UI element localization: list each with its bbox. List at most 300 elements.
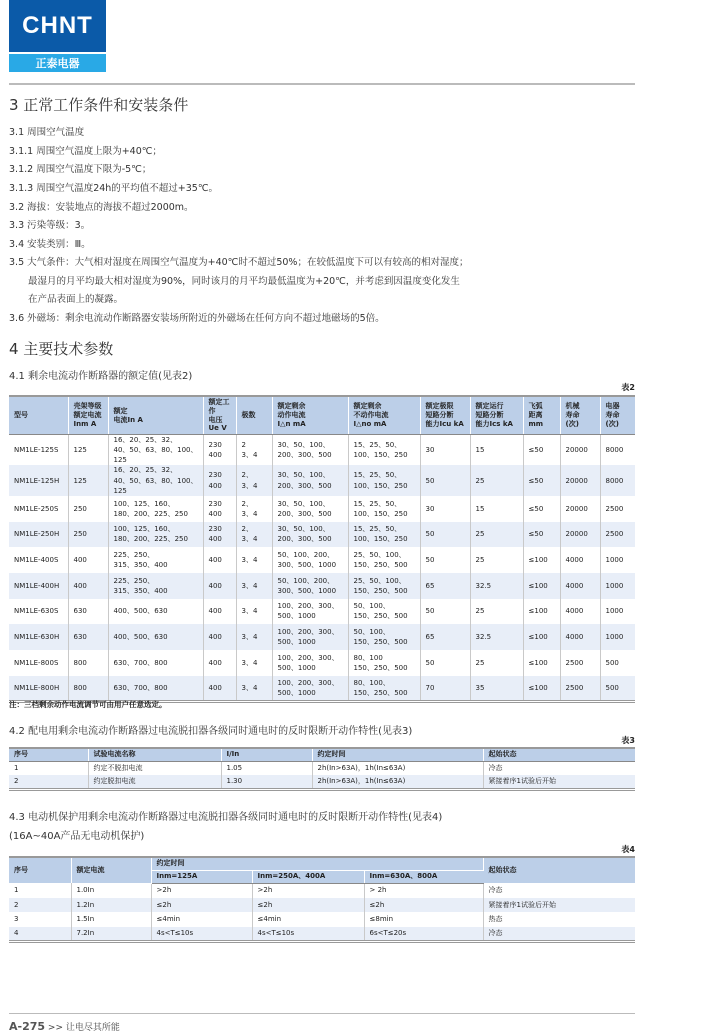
ics (470, 435, 523, 466)
rated-current-line: 315、350、400 (113, 586, 168, 595)
table-row (9, 465, 635, 495)
table-cell: 2h(In>63A)，1h(In≤63A) (312, 761, 483, 775)
frame-current-line: 630 (73, 633, 87, 642)
residual-non-operating-current (348, 676, 420, 702)
model-line: NM1LE-125H (14, 476, 60, 485)
table-2-note: 注：三档剩余动作电流调节可由用户任意选定。 (9, 700, 167, 709)
poles (236, 676, 272, 702)
residual-operating-current-line: 30、50、100、 (277, 499, 330, 508)
mechanical-life-line: 2500 (565, 658, 584, 667)
rated-current-line: 100、125、160、 (113, 499, 175, 508)
icu (420, 624, 470, 650)
frame-current-line: 250 (73, 504, 87, 513)
arc-distance (523, 522, 560, 548)
mechanical-life (560, 496, 600, 522)
section-3-item: 3.1.3 周围空气温度24h的平均值不超过+35℃。 (9, 183, 219, 194)
table-3-characteristics (9, 747, 635, 791)
ics-line: 32.5 (475, 633, 492, 642)
residual-operating-current (272, 435, 348, 466)
residual-operating-current (272, 573, 348, 599)
arc-distance-line: ≤100 (528, 633, 548, 642)
residual-operating-current (272, 522, 348, 548)
poles (236, 650, 272, 676)
residual-operating-current (272, 547, 348, 573)
residual-operating-current (272, 624, 348, 650)
section-4-3-note: (16A~40A产品无电动机保护) (9, 831, 145, 842)
voltage-line: 400 (208, 555, 222, 564)
frame-current-line: 800 (73, 658, 87, 667)
model-line: NM1LE-125S (14, 446, 59, 455)
icu (420, 465, 470, 495)
ics-line: 25 (475, 530, 485, 539)
poles-line: 3、4 (241, 481, 258, 490)
voltage-line: 400 (208, 581, 222, 590)
voltage-line: 230 (208, 525, 222, 534)
residual-operating-current-line: 100、200、300、 (277, 678, 339, 687)
section-3-item: 在产品表面上的凝露。 (28, 294, 124, 305)
arc-distance-line: ≤100 (528, 581, 548, 590)
t2-header: 飞弧 距离 mm (523, 396, 560, 435)
poles-line: 3、4 (241, 658, 258, 667)
rated-current (108, 522, 203, 548)
table-row (9, 883, 635, 898)
rated-current (108, 465, 203, 495)
rated-current (108, 624, 203, 650)
frame-current (68, 435, 108, 466)
section-3-item: 3.1.2 周围空气温度下限为-5℃； (9, 164, 152, 175)
t2-header: 额定剩余 动作电流 I△n mA (272, 396, 348, 435)
table-cell: ≤8min (364, 912, 483, 927)
arc-distance (523, 496, 560, 522)
t4-header: Inm=125A (151, 870, 252, 883)
model (9, 624, 68, 650)
chnt-logo (9, 0, 106, 72)
ics (470, 599, 523, 625)
rated-current-line: 630、700、800 (113, 658, 168, 667)
table-row (9, 624, 635, 650)
icu (420, 435, 470, 466)
frame-current (68, 599, 108, 625)
residual-operating-current-line: 300、500、1000 (277, 561, 337, 570)
model-line: NM1LE-800H (14, 683, 60, 692)
section-3-item: 3.1 周围空气温度 (9, 127, 85, 138)
section-4-3: 4.3 电动机保护用剩余电流动作断路器过电流脱扣器各级同时通电时的反时限断开动作特性(见表4) (9, 812, 443, 823)
table-cell: 3 (9, 912, 71, 927)
table-row (9, 547, 635, 573)
icu-line: 50 (425, 555, 435, 564)
frame-current-line: 400 (73, 555, 87, 564)
voltage (203, 573, 236, 599)
residual-operating-current-line: 100、200、300、 (277, 653, 339, 662)
section-3-item: 3.4 安装类别：Ⅲ。 (9, 239, 91, 250)
arc-distance-line: ≤50 (528, 530, 544, 539)
rated-current-line: 225、250、 (113, 576, 155, 585)
poles-line: 2、 (241, 471, 253, 480)
electrical-life (600, 676, 635, 702)
model-line: NM1LE-630S (14, 607, 59, 616)
table-cell: 紧接着序1试验后开始 (483, 775, 635, 789)
table-cell: 2 (9, 898, 71, 913)
residual-non-operating-current-line: 15、25、50、 (353, 525, 402, 534)
residual-operating-current-line: 30、50、100、 (277, 471, 330, 480)
table-4-label: 表4 (621, 845, 635, 854)
voltage-line: 230 (208, 471, 222, 480)
residual-operating-current-line: 200、300、500 (277, 481, 332, 490)
residual-operating-current (272, 599, 348, 625)
icu-line: 30 (425, 504, 435, 513)
model-line: NM1LE-250H (14, 530, 60, 539)
voltage-line: 400 (208, 607, 222, 616)
voltage-line: 400 (208, 658, 222, 667)
icu (420, 650, 470, 676)
t3-header: 序号 (9, 748, 88, 761)
table-cell: 4s<T≤10s (151, 927, 252, 942)
poles-line: 3、4 (241, 509, 258, 518)
electrical-life-line: 1000 (605, 555, 624, 564)
ics (470, 676, 523, 702)
table-cell: >2h (252, 883, 364, 898)
poles-line: 3、4 (241, 607, 258, 616)
table-cell: 冷态 (488, 886, 503, 895)
model (9, 522, 68, 548)
arc-distance (523, 650, 560, 676)
table-cell: 2h(In>63A)，1h(In≤63A) (312, 775, 483, 789)
frame-current (68, 547, 108, 573)
arc-distance-line: ≤100 (528, 607, 548, 616)
rated-current-line: 630、700、800 (113, 683, 168, 692)
rated-current (108, 573, 203, 599)
ics (470, 547, 523, 573)
voltage-line: 400 (208, 481, 222, 490)
icu-line: 65 (425, 581, 435, 590)
icu-line: 30 (425, 446, 435, 455)
t2-header: 额定剩余 不动作电流 I△no mA (348, 396, 420, 435)
residual-operating-current-line: 30、50、100、 (277, 525, 330, 534)
table-row (9, 927, 635, 942)
arc-distance-line: ≤50 (528, 476, 544, 485)
mechanical-life-line: 4000 (565, 607, 584, 616)
section-3-item: 最湿月的月平均最大相对湿度为90%，同时该月的月平均最低温度为+20℃，并考虑到因温度变化发生 (28, 276, 460, 287)
mechanical-life-line: 20000 (565, 446, 588, 455)
electrical-life-line: 8000 (605, 446, 624, 455)
mechanical-life-line: 4000 (565, 555, 584, 564)
icu-line: 50 (425, 658, 435, 667)
residual-non-operating-current (348, 547, 420, 573)
table-row (9, 912, 635, 927)
voltage (203, 465, 236, 495)
table-cell: 4s<T≤10s (252, 927, 364, 942)
voltage (203, 676, 236, 702)
arc-distance (523, 435, 560, 466)
poles (236, 435, 272, 466)
icu (420, 547, 470, 573)
model-line: NM1LE-400S (14, 555, 59, 564)
table-2-label: 表2 (621, 383, 635, 392)
mechanical-life-line: 2500 (565, 683, 584, 692)
ics-line: 25 (475, 658, 485, 667)
mechanical-life (560, 676, 600, 702)
model (9, 676, 68, 702)
ics (470, 624, 523, 650)
icu (420, 573, 470, 599)
poles-line: 3、4 (241, 555, 258, 564)
poles-line: 3、4 (241, 535, 258, 544)
rated-current (108, 650, 203, 676)
frame-current-line: 400 (73, 581, 87, 590)
footer-divider (9, 1013, 635, 1014)
residual-operating-current-line: 300、500、1000 (277, 586, 337, 595)
residual-non-operating-current-line: 150、250、500 (353, 612, 408, 621)
voltage-line: 400 (208, 535, 222, 544)
arc-distance-line: ≤100 (528, 555, 548, 564)
electrical-life-line: 1000 (605, 607, 624, 616)
icu-line: 50 (425, 476, 435, 485)
model (9, 465, 68, 495)
icu-line: 70 (425, 683, 435, 692)
table-cell: 1.0In (71, 883, 151, 898)
residual-operating-current-line: 200、300、500 (277, 451, 332, 460)
table-cell: 1.5In (71, 912, 151, 927)
residual-operating-current-line: 200、300、500 (277, 535, 332, 544)
mechanical-life (560, 650, 600, 676)
mechanical-life (560, 573, 600, 599)
table-row (9, 573, 635, 599)
mechanical-life-line: 4000 (565, 633, 584, 642)
residual-non-operating-current (348, 465, 420, 495)
arc-distance (523, 573, 560, 599)
table-cell: 1 (9, 883, 71, 898)
table-cell: 紧接着序1试验后开始 (483, 898, 635, 913)
rated-current-line: 225、250、 (113, 550, 155, 559)
poles-line: 3、4 (241, 683, 258, 692)
voltage-line: 400 (208, 451, 222, 460)
section-4-2: 4.2 配电用剩余电流动作断路器过电流脱扣器各级同时通电时的反时限断开动作特性(见表3) (9, 726, 413, 737)
arc-distance-line: ≤50 (528, 446, 544, 455)
table-cell: 1.30 (221, 775, 312, 789)
mechanical-life-line: 20000 (565, 504, 588, 513)
electrical-life-line: 2500 (605, 504, 624, 513)
electrical-life (600, 522, 635, 548)
residual-non-operating-current-line: 80、100、 (353, 678, 390, 687)
model-line: NM1LE-250S (14, 504, 59, 513)
rated-current-line: 40、50、63、80、100、125 (113, 446, 198, 465)
poles (236, 465, 272, 495)
electrical-life (600, 573, 635, 599)
arc-distance-line: ≤100 (528, 683, 548, 692)
t4-header: 起始状态 (483, 857, 635, 883)
electrical-life (600, 599, 635, 625)
residual-operating-current-line: 200、300、500 (277, 509, 332, 518)
residual-non-operating-current-line: 50、100、 (353, 602, 390, 611)
electrical-life-line: 1000 (605, 581, 624, 590)
section-3-item: 3.2 海拔：安装地点的海拔不超过2000m。 (9, 202, 194, 213)
arc-distance (523, 676, 560, 702)
residual-non-operating-current (348, 650, 420, 676)
icu (420, 676, 470, 702)
electrical-life (600, 650, 635, 676)
t3-header: 试验电流名称 (88, 748, 221, 761)
t2-header: 额定工作 电压Ue V (203, 396, 236, 435)
voltage-line: 400 (208, 633, 222, 642)
electrical-life (600, 496, 635, 522)
rated-current-line: 400、500、630 (113, 607, 168, 616)
poles (236, 522, 272, 548)
ics (470, 465, 523, 495)
model (9, 650, 68, 676)
residual-operating-current-line: 100、200、300、 (277, 602, 339, 611)
voltage (203, 599, 236, 625)
ics-line: 35 (475, 683, 485, 692)
divider (9, 83, 635, 85)
mechanical-life (560, 465, 600, 495)
table-cell: 7.2In (71, 927, 151, 942)
table-cell: 热态 (488, 915, 503, 924)
poles (236, 496, 272, 522)
residual-non-operating-current-line: 25、50、100、 (353, 576, 406, 585)
poles-line: 2、 (241, 525, 253, 534)
table-cell: 1.05 (221, 761, 312, 775)
table-cell: 4 (9, 927, 71, 942)
voltage-line: 400 (208, 509, 222, 518)
table-cell: >2h (151, 883, 252, 898)
residual-non-operating-current-line: 25、50、100、 (353, 550, 406, 559)
frame-current (68, 676, 108, 702)
t3-header: 约定时间 (312, 748, 483, 761)
voltage-line: 230 (208, 441, 222, 450)
poles-line: 3、4 (241, 633, 258, 642)
voltage (203, 624, 236, 650)
poles (236, 547, 272, 573)
electrical-life (600, 435, 635, 466)
logo-brand: CHNT (9, 0, 106, 52)
rated-current (108, 435, 203, 466)
t3-header: 起始状态 (483, 748, 635, 761)
frame-current (68, 650, 108, 676)
section-3-item: 3.5 大气条件：大气相对湿度在周围空气温度为+40℃时不超过50%；在较低温度下可以有较高的相对湿度； (9, 257, 469, 268)
residual-operating-current (272, 496, 348, 522)
electrical-life-line: 1000 (605, 633, 624, 642)
residual-non-operating-current-line: 150、250、500 (353, 561, 408, 570)
rated-current-line: 16、20、25、32、 (113, 466, 178, 475)
table-row (9, 898, 635, 913)
residual-non-operating-current (348, 573, 420, 599)
t2-header: 额定 电流In A (108, 396, 203, 435)
mechanical-life (560, 435, 600, 466)
frame-current-line: 125 (73, 446, 87, 455)
residual-operating-current (272, 650, 348, 676)
residual-non-operating-current-line: 150、250、500 (353, 638, 408, 647)
residual-non-operating-current-line: 150、250、500 (353, 586, 408, 595)
electrical-life (600, 624, 635, 650)
rated-current (108, 496, 203, 522)
residual-non-operating-current-line: 15、25、50、 (353, 499, 402, 508)
frame-current-line: 630 (73, 607, 87, 616)
residual-operating-current-line: 50、100、200、 (277, 550, 335, 559)
frame-current (68, 624, 108, 650)
ics-line: 25 (475, 476, 485, 485)
table-cell: > 2h (364, 883, 483, 898)
residual-non-operating-current-line: 100、150、250 (353, 481, 408, 490)
table-2-ratings (9, 395, 635, 703)
residual-non-operating-current-line: 15、25、50、 (353, 471, 402, 480)
footer-slogan: 让电尽其所能 (65, 1023, 120, 1033)
icu-line: 65 (425, 633, 435, 642)
table-cell: ≤4min (252, 912, 364, 927)
frame-current (68, 573, 108, 599)
residual-non-operating-current-line: 15、25、50、 (353, 441, 402, 450)
electrical-life-line: 2500 (605, 530, 624, 539)
icu-line: 50 (425, 607, 435, 616)
table-row (9, 435, 635, 466)
arc-distance (523, 547, 560, 573)
electrical-life (600, 465, 635, 495)
table-cell: ≤2h (151, 898, 252, 913)
model (9, 573, 68, 599)
mechanical-life (560, 624, 600, 650)
rated-current-line: 315、350、400 (113, 561, 168, 570)
arc-distance (523, 599, 560, 625)
residual-operating-current-line: 500、1000 (277, 612, 316, 621)
page-number: A-275 (9, 1020, 46, 1033)
residual-non-operating-current-line: 100、150、250 (353, 509, 408, 518)
model (9, 547, 68, 573)
table-cell: 1 (9, 761, 88, 775)
table-4-motor-characteristics (9, 856, 635, 943)
footer (9, 1020, 120, 1033)
table-cell: ≤4min (151, 912, 252, 927)
table-cell: 6s<T≤20s (364, 927, 483, 942)
voltage-line: 230 (208, 499, 222, 508)
arc-distance (523, 624, 560, 650)
mechanical-life-line: 20000 (565, 476, 588, 485)
poles-line: 2 (241, 441, 246, 450)
frame-current (68, 465, 108, 495)
poles-line: 2、 (241, 499, 253, 508)
model-line: NM1LE-400H (14, 581, 60, 590)
residual-operating-current-line: 500、1000 (277, 663, 316, 672)
voltage (203, 650, 236, 676)
mechanical-life (560, 599, 600, 625)
poles-line: 3、4 (241, 581, 258, 590)
table-cell: ≤2h (364, 898, 483, 913)
t4-header: 约定时间 (151, 857, 483, 870)
t2-header: 额定运行 短路分断 能力Ics kA (470, 396, 523, 435)
poles (236, 624, 272, 650)
residual-operating-current-line: 50、100、200、 (277, 576, 335, 585)
mechanical-life-line: 4000 (565, 581, 584, 590)
section-3-item: 3.1.1 周围空气温度上限为+40℃； (9, 146, 162, 157)
ics (470, 650, 523, 676)
model (9, 599, 68, 625)
table-cell: 约定脱扣电流 (88, 775, 221, 789)
table-row (9, 761, 635, 775)
icu (420, 599, 470, 625)
t2-header: 额定极限 短路分断 能力Icu kA (420, 396, 470, 435)
voltage (203, 547, 236, 573)
residual-non-operating-current-line: 100、150、250 (353, 451, 408, 460)
voltage (203, 496, 236, 522)
electrical-life-line: 500 (605, 683, 619, 692)
residual-operating-current (272, 465, 348, 495)
t2-header: 壳架等级 额定电流 Inm A (68, 396, 108, 435)
section-4-title: 4 主要技术参数 (9, 340, 114, 358)
ics-line: 25 (475, 607, 485, 616)
frame-current-line: 800 (73, 683, 87, 692)
section-3-title: 3 正常工作条件和安装条件 (9, 96, 189, 114)
ics-line: 15 (475, 446, 485, 455)
footer-arrows: >> (47, 1023, 64, 1033)
mechanical-life (560, 547, 600, 573)
